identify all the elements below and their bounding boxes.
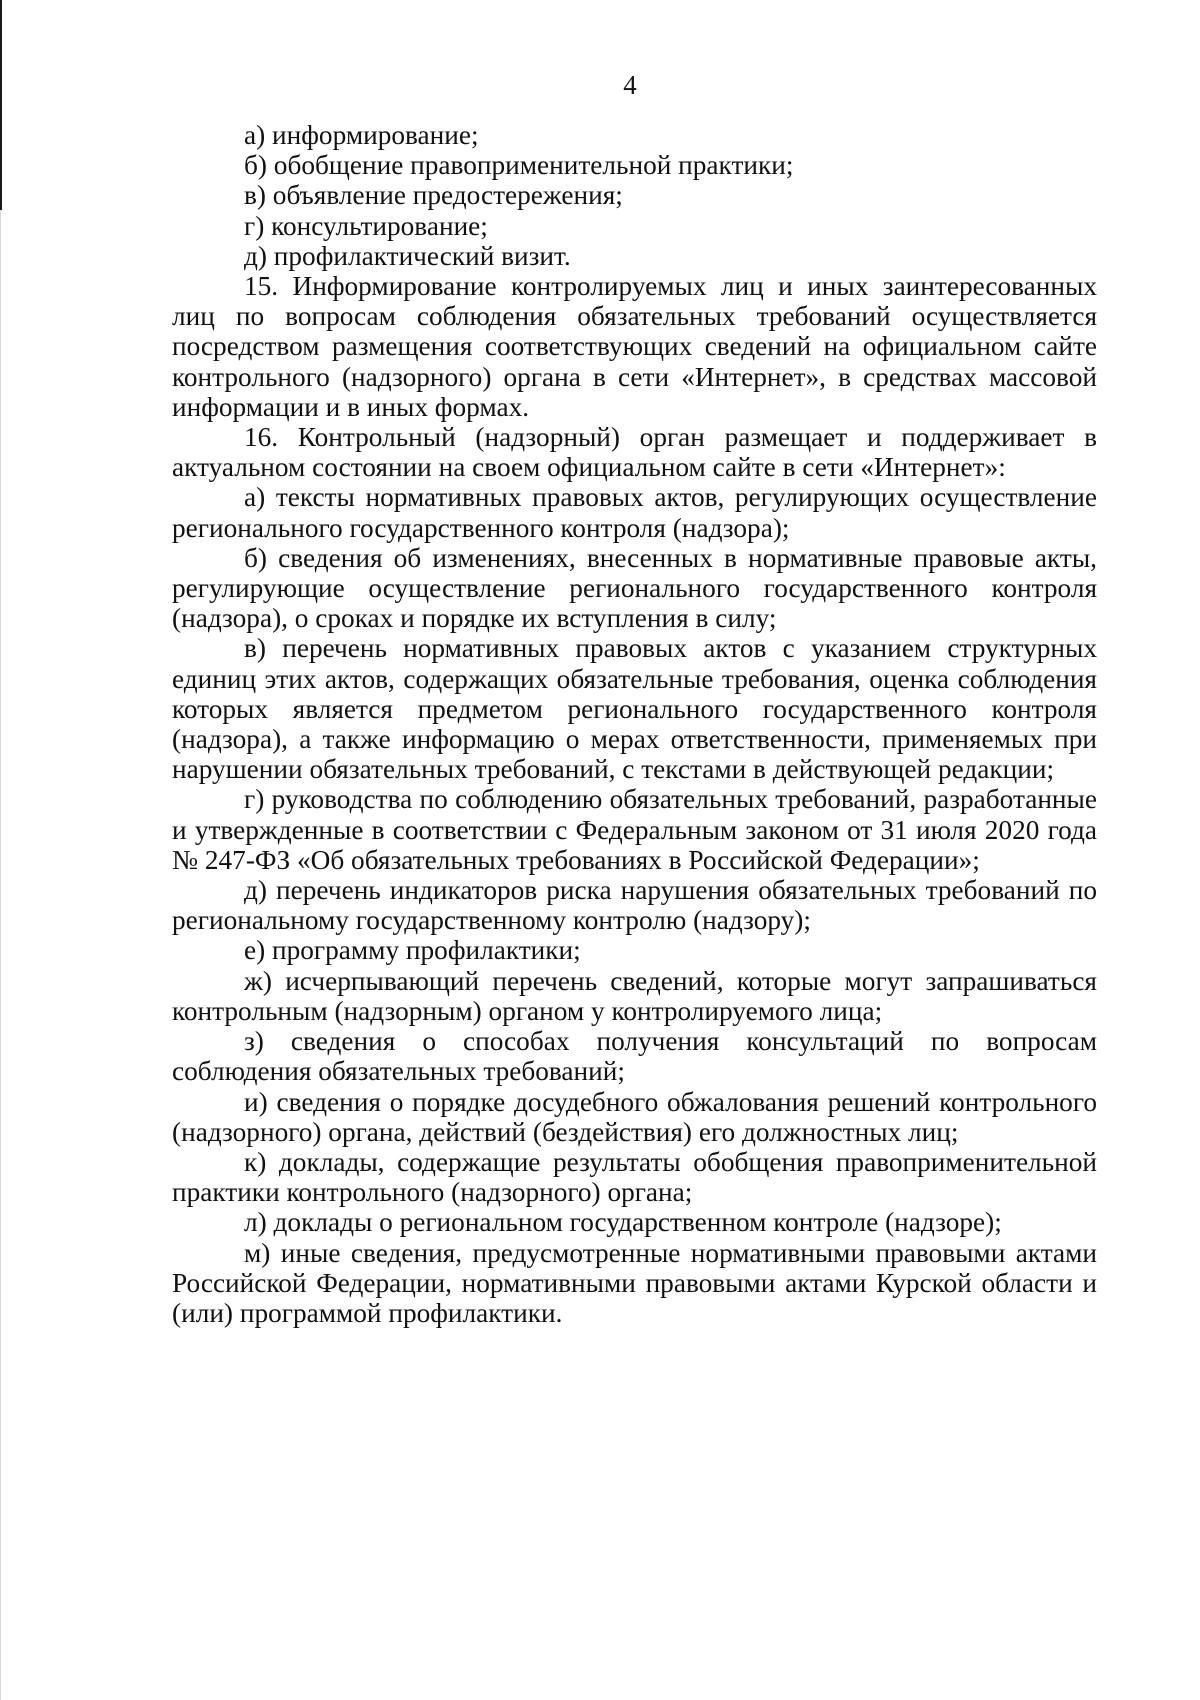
list-item-d-visit: д) профилактический визит. [244, 240, 571, 271]
page-number: 4 [623, 70, 637, 100]
paragraph-16-item-v: в) перечень нормативных правовых актов с указанием структурных единиц этих актов, содержащих обязательные требования, оценка соблюдения которых является предметом регионального государственного контроля (надзора), а также информацию о мерах ответственности, применяемых при нарушении обязательных требований, с текстами в действующей редакции; [172, 633, 1097, 785]
list-item-a-informing: а) информирование; [244, 120, 479, 150]
paragraph-16-item-z: з) сведения о способах получения консультаций по вопросам соблюдения обязательных требований; [172, 1026, 1097, 1087]
paragraph-16-item-i: и) сведения о порядке досудебного обжалования решений контрольного (надзорного) органа, действий (бездействия) его должностных лиц; [172, 1086, 1097, 1147]
paragraph-16-item-zh: ж) исчерпывающий перечень сведений, которые могут запрашиваться контрольным (надзорным) органом у контролируемого лица; [172, 965, 1097, 1026]
paragraph-16-item-k: к) доклады, содержащие результаты обобщения правоприменительной практики контрольного (надзорного) органа; [172, 1146, 1097, 1208]
paragraph-16-item-l: л) доклады о региональном государственном контроле (надзоре); [244, 1207, 1002, 1238]
scan-edge-shadow [0, 210, 1, 1700]
paragraph-16: 16. Контрольный (надзорный) орган размещает и поддерживает в актуальном состоянии на своем официальном сайте в сети «Интернет»: [172, 422, 1097, 483]
list-item-v-warning: в) объявление предостережения; [244, 180, 623, 211]
paragraph-15: 15. Информирование контролируемых лиц и иных заинтересованных лиц по вопросам соблюдения обязательных требований осуществляется посредством размещения соответствующих сведений на официальном сайте контрольного (надзорного) органа в сети «Интернет», в средствах массовой информации и в иных формах. [172, 271, 1097, 422]
scan-edge-line [0, 0, 2, 210]
paragraph-16-item-d: д) перечень индикаторов риска нарушения обязательных требований по региональному государственному контролю (надзору); [172, 875, 1097, 936]
paragraph-16-item-a: а) тексты нормативных правовых актов, регулирующих осуществление регионального государственного контроля (надзора); [172, 482, 1097, 543]
list-item-g-consulting: г) консультирование; [244, 210, 488, 241]
paragraph-16-item-b: б) сведения об изменениях, внесенных в нормативные правовые акты, регулирующие осуществление регионального государственного контроля (надзора), о сроках и порядке их вступления в силу; [172, 542, 1097, 634]
paragraph-16-item-e: е) программу профилактики; [244, 935, 581, 966]
document-body [172, 120, 1097, 1328]
paragraph-16-item-m: м) иные сведения, предусмотренные нормативными правовыми актами Российской Федерации, нормативными правовыми актами Курской области и (или) программой профилактики. [172, 1237, 1097, 1328]
paragraph-16-item-g: г) руководства по соблюдению обязательных требований, разработанные и утвержденные в соответствии с Федеральным законом от 31 июля 2020 года № 247-ФЗ «Об обязательных требованиях в Российской Федерации»; [172, 784, 1097, 875]
list-item-b-generalization: б) обобщение правоприменительной практики; [244, 150, 794, 181]
